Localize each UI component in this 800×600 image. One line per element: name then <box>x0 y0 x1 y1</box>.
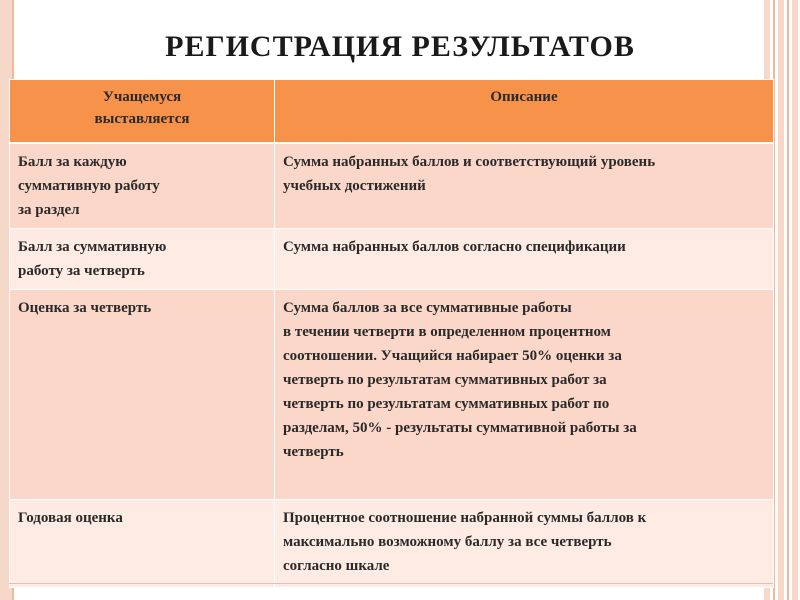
table-row <box>10 500 774 588</box>
header-item: Учащемуся выставляется <box>10 80 275 144</box>
bottom-divider <box>9 583 773 584</box>
row-description: Сумма баллов за все суммативные работы в течении четверти в определенном процентном соотношении. Учащийся набирает 50% оценки за четверть по результатам суммативных работ за четверть по результатам суммативных работ по разделам, 50% - результаты суммативной работы за четверть <box>275 290 774 500</box>
row-item: Оценка за четверть <box>10 290 275 500</box>
table-row <box>10 290 774 500</box>
row-description: Сумма набранных баллов и соответствующий уровень учебных достижений <box>275 143 774 229</box>
results-table <box>9 79 774 588</box>
slide-title: РЕГИСТРАЦИЯ РЕЗУЛЬТАТОВ <box>165 30 635 63</box>
row-description: Сумма набранных баллов согласно спецификации <box>275 229 774 290</box>
row-item: Балл за каждую суммативную работу за раздел <box>10 143 275 229</box>
table-header-row <box>10 80 774 144</box>
table-row <box>10 229 774 290</box>
row-item: Балл за суммативную работу за четверть <box>10 229 275 290</box>
row-item: Годовая оценка <box>10 500 275 588</box>
header-description: Описание <box>275 80 774 144</box>
row-description: Процентное соотношение набранной суммы баллов к максимально возможному баллу за все четверть согласно шкале <box>275 500 774 588</box>
table-row <box>10 143 774 229</box>
